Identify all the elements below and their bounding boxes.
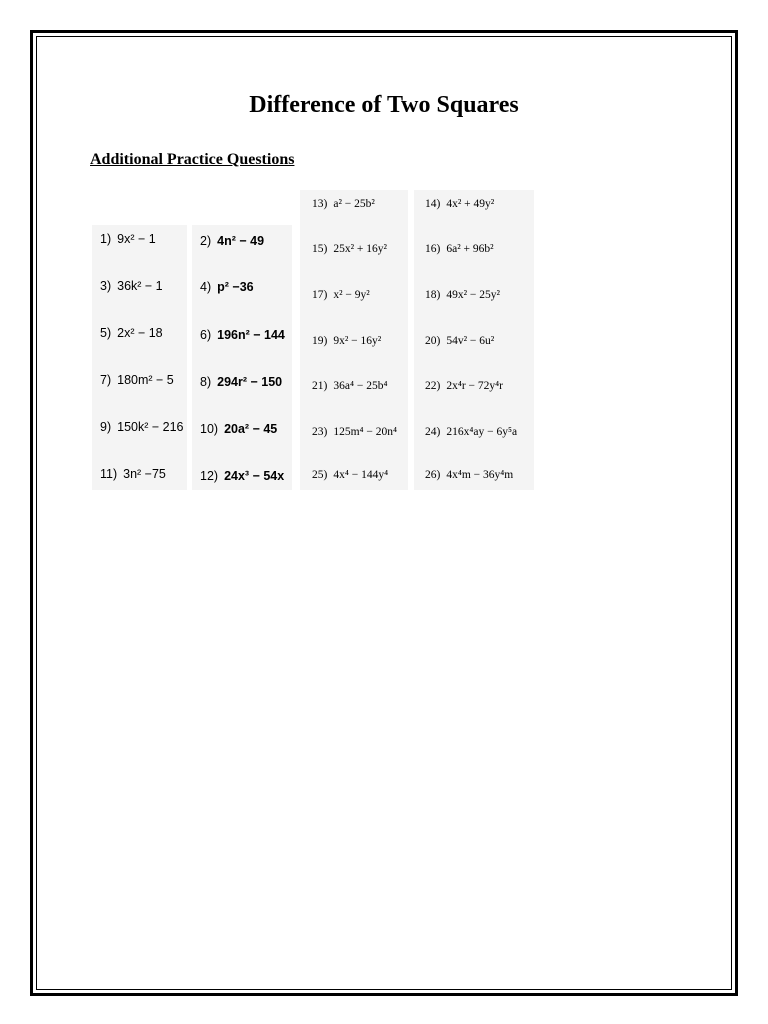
question-expression: 25x² + 16y² [333,243,387,255]
question-expression: 6a² + 96b² [446,243,494,255]
question-number: 4) [200,280,212,294]
question-expression: 2x⁴r − 72y⁴r [446,380,504,392]
question-expression: 9x² − 1 [117,232,156,246]
question-18 [425,289,500,301]
question-20 [425,335,494,347]
question-number: 23) [312,426,328,438]
question-expression: 9x² − 16y² [333,335,382,347]
question-number: 18) [425,289,441,301]
page-border-inner [36,36,732,990]
question-number: 15) [312,243,328,255]
question-4 [200,280,254,294]
question-expression: 36k² − 1 [117,279,163,293]
question-5 [100,326,163,340]
question-expression: a² − 25b² [333,198,375,210]
question-number: 6) [200,328,212,342]
question-number: 20) [425,335,441,347]
question-expression: 4x⁴ − 144y⁴ [333,469,389,481]
question-number: 10) [200,422,219,436]
question-6 [200,328,285,342]
question-21 [312,380,387,392]
question-expression: 216x⁴ay − 6y⁵a [446,426,518,438]
question-number: 11) [100,467,118,481]
question-3 [100,279,163,293]
question-number: 16) [425,243,441,255]
question-expression: 4x² + 49y² [446,198,495,210]
question-expression: 196n² − 144 [217,328,285,342]
question-8 [200,375,282,389]
page-title: Difference of Two Squares [249,92,519,118]
column-shade-1 [92,225,187,490]
question-15 [312,243,387,255]
question-number: 8) [200,375,212,389]
question-number: 3) [100,279,112,293]
question-number: 17) [312,289,328,301]
question-expression: 180m² − 5 [117,373,174,387]
question-26 [425,469,513,481]
question-17 [312,289,370,301]
question-expression: 49x² − 25y² [446,289,500,301]
question-expression: p² −36 [217,280,254,294]
question-16 [425,243,494,255]
question-14 [425,198,494,210]
question-number: 25) [312,469,328,481]
question-expression: 20a² − 45 [224,422,278,436]
question-expression: 125m⁴ − 20n⁴ [333,426,398,438]
question-number: 26) [425,469,441,481]
question-number: 1) [100,232,112,246]
question-10 [200,422,277,436]
question-expression: 4n² − 49 [217,234,265,248]
question-19 [312,335,381,347]
question-expression: 24x³ − 54x [224,469,285,483]
question-expression: 3n² −75 [123,467,166,481]
question-2 [200,234,264,248]
question-expression: 4x⁴m − 36y⁴m [446,469,514,481]
question-number: 12) [200,469,219,483]
question-7 [100,373,174,387]
question-23 [312,426,397,438]
question-number: 13) [312,198,328,210]
question-13 [312,198,375,210]
question-expression: 294r² − 150 [217,375,283,389]
question-expression: 150k² − 216 [117,420,184,434]
question-number: 14) [425,198,441,210]
question-number: 9) [100,420,112,434]
question-expression: x² − 9y² [333,289,370,301]
question-expression: 2x² − 18 [117,326,163,340]
question-11 [100,467,166,481]
question-number: 5) [100,326,112,340]
question-25 [312,469,388,481]
question-expression: 36a⁴ − 25b⁴ [333,380,388,392]
question-number: 21) [312,380,328,392]
question-24 [425,426,517,438]
question-1 [100,232,156,246]
question-number: 24) [425,426,441,438]
column-shade-2 [192,225,292,490]
question-22 [425,380,503,392]
question-number: 2) [200,234,212,248]
question-number: 19) [312,335,328,347]
question-expression: 54v² − 6u² [446,335,495,347]
question-9 [100,420,184,434]
question-number: 7) [100,373,112,387]
question-number: 22) [425,380,441,392]
question-12 [200,469,284,483]
section-heading: Additional Practice Questions [90,151,295,168]
